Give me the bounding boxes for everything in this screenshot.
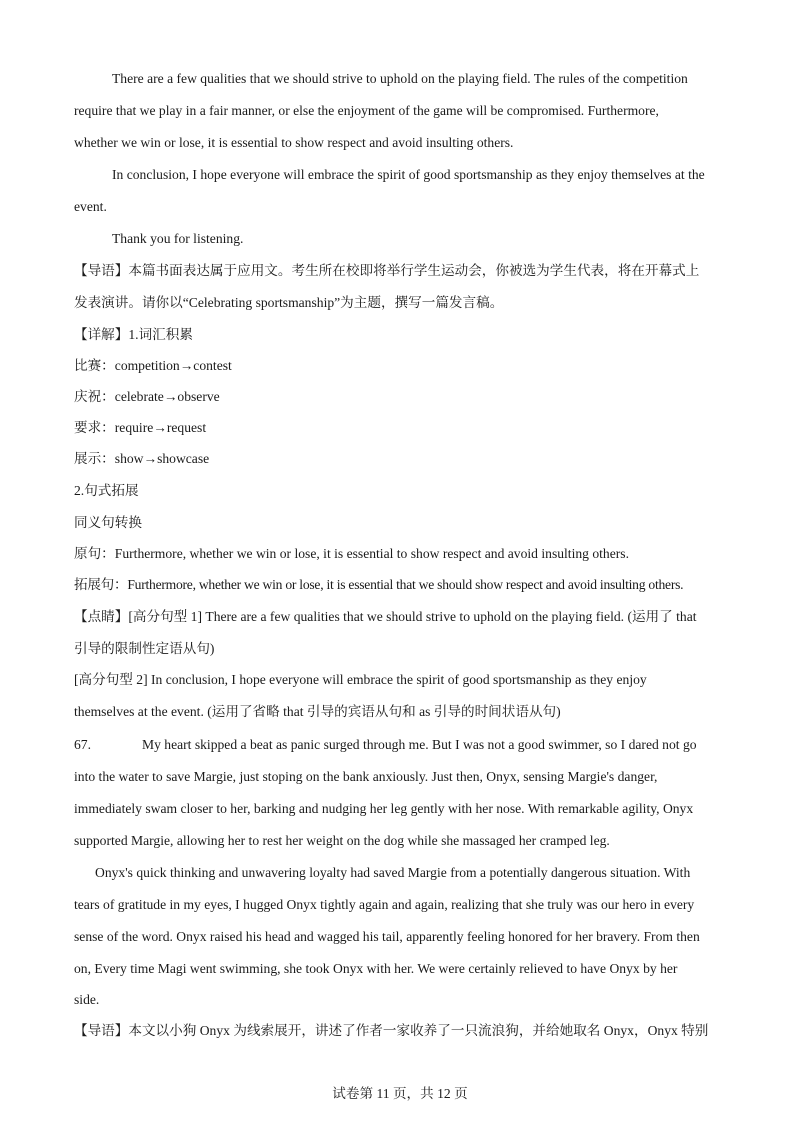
paragraph-line: 要求：require→request (74, 420, 207, 435)
paragraph-line: into the water to save Margie, just stoping on the bank anxiously. Just then, Onyx, sensing Margie's danger, (74, 769, 658, 784)
paragraph-line: 2.句式拓展 (74, 483, 139, 498)
paragraph-line: 引导的限制性定语从句) (74, 641, 215, 656)
paragraph-line: 【导语】本篇书面表达属于应用文。考生所在校即将举行学生运动会，你被选为学生代表，将在开幕式上 (74, 263, 700, 278)
paragraph-line: 【点睛】[高分句型 1] There are a few qualities that we should strive to uphold on the playing field. (运用了 that (74, 609, 697, 624)
paragraph-line: side. (74, 992, 100, 1007)
paragraph-line: 发表演讲。请你以“Celebrating sportsmanship”为主题，撰写一篇发言稿。 (74, 295, 504, 310)
paragraph-line: immediately swam closer to her, barking and nudging her leg gently with her nose. With remarkable agility, Onyx (74, 801, 694, 816)
paragraph-line: whether we win or lose, it is essential to show respect and avoid insulting others. (74, 135, 514, 150)
paragraph-line: Thank you for listening. (112, 231, 244, 246)
paragraph-line: 庆祝：celebrate→observe (74, 389, 220, 404)
paragraph-line: In conclusion, I hope everyone will embrace the spirit of good sportsmanship as they enjoy themselves at the (112, 167, 705, 182)
paragraph-line: on, Every time Magi went swimming, she took Onyx with her. We were certainly relieved to have Onyx by her (74, 961, 678, 976)
question-number: 67. (74, 737, 91, 752)
paragraph-line: supported Margie, allowing her to rest her weight on the dog while she massaged her cramped leg. (74, 833, 610, 848)
paragraph-line: 比赛：competition→contest (74, 358, 232, 373)
page-footer: 试卷第 11 页，共 12 页 (332, 1086, 468, 1101)
paragraph-line: [高分句型 2] In conclusion, I hope everyone will embrace the spirit of good sportsmanship as they enjoy (74, 672, 647, 687)
paragraph-line: require that we play in a fair manner, or else the enjoyment of the game will be compromised. Furthermore, (74, 103, 659, 118)
paragraph-line: 【导语】本文以小狗 Onyx 为线索展开，讲述了作者一家收养了一只流浪狗，并给她取名 Onyx，Onyx 特别 (74, 1023, 709, 1038)
paragraph-line: tears of gratitude in my eyes, I hugged Onyx tightly again and again, realizing that she truly was our hero in every (74, 897, 695, 912)
paragraph-line: sense of the word. Onyx raised his head and wagged his tail, apparently feeling honored for her bravery. From then (74, 929, 700, 944)
paragraph-text: My heart skipped a beat as panic surged through me. But I was not a good swimmer, so I dared not go (142, 737, 697, 752)
paragraph-line: 原句：Furthermore, whether we win or lose, it is essential to show respect and avoid insulting others. (74, 546, 629, 561)
paragraph-line: 拓展句：Furthermore, whether we win or lose, it is essential that we should show respect and avoid insulting others. (74, 577, 684, 592)
paragraph-line: event. (74, 199, 107, 214)
paragraph-line: 【详解】1.词汇积累 (74, 327, 193, 342)
paragraph-line: Onyx's quick thinking and unwavering loyalty had saved Margie from a potentially dangerous situation. With (95, 865, 691, 880)
paragraph-line (74, 736, 734, 754)
paragraph-line: 同义句转换 (74, 515, 142, 530)
paragraph-line: 展示：show→showcase (74, 451, 210, 466)
paragraph-line: There are a few qualities that we should strive to uphold on the playing field. The rules of the competition (112, 71, 688, 86)
paragraph-line: themselves at the event. (运用了省略 that 引导的宾语从句和 as 引导的时间状语从句) (74, 704, 561, 719)
